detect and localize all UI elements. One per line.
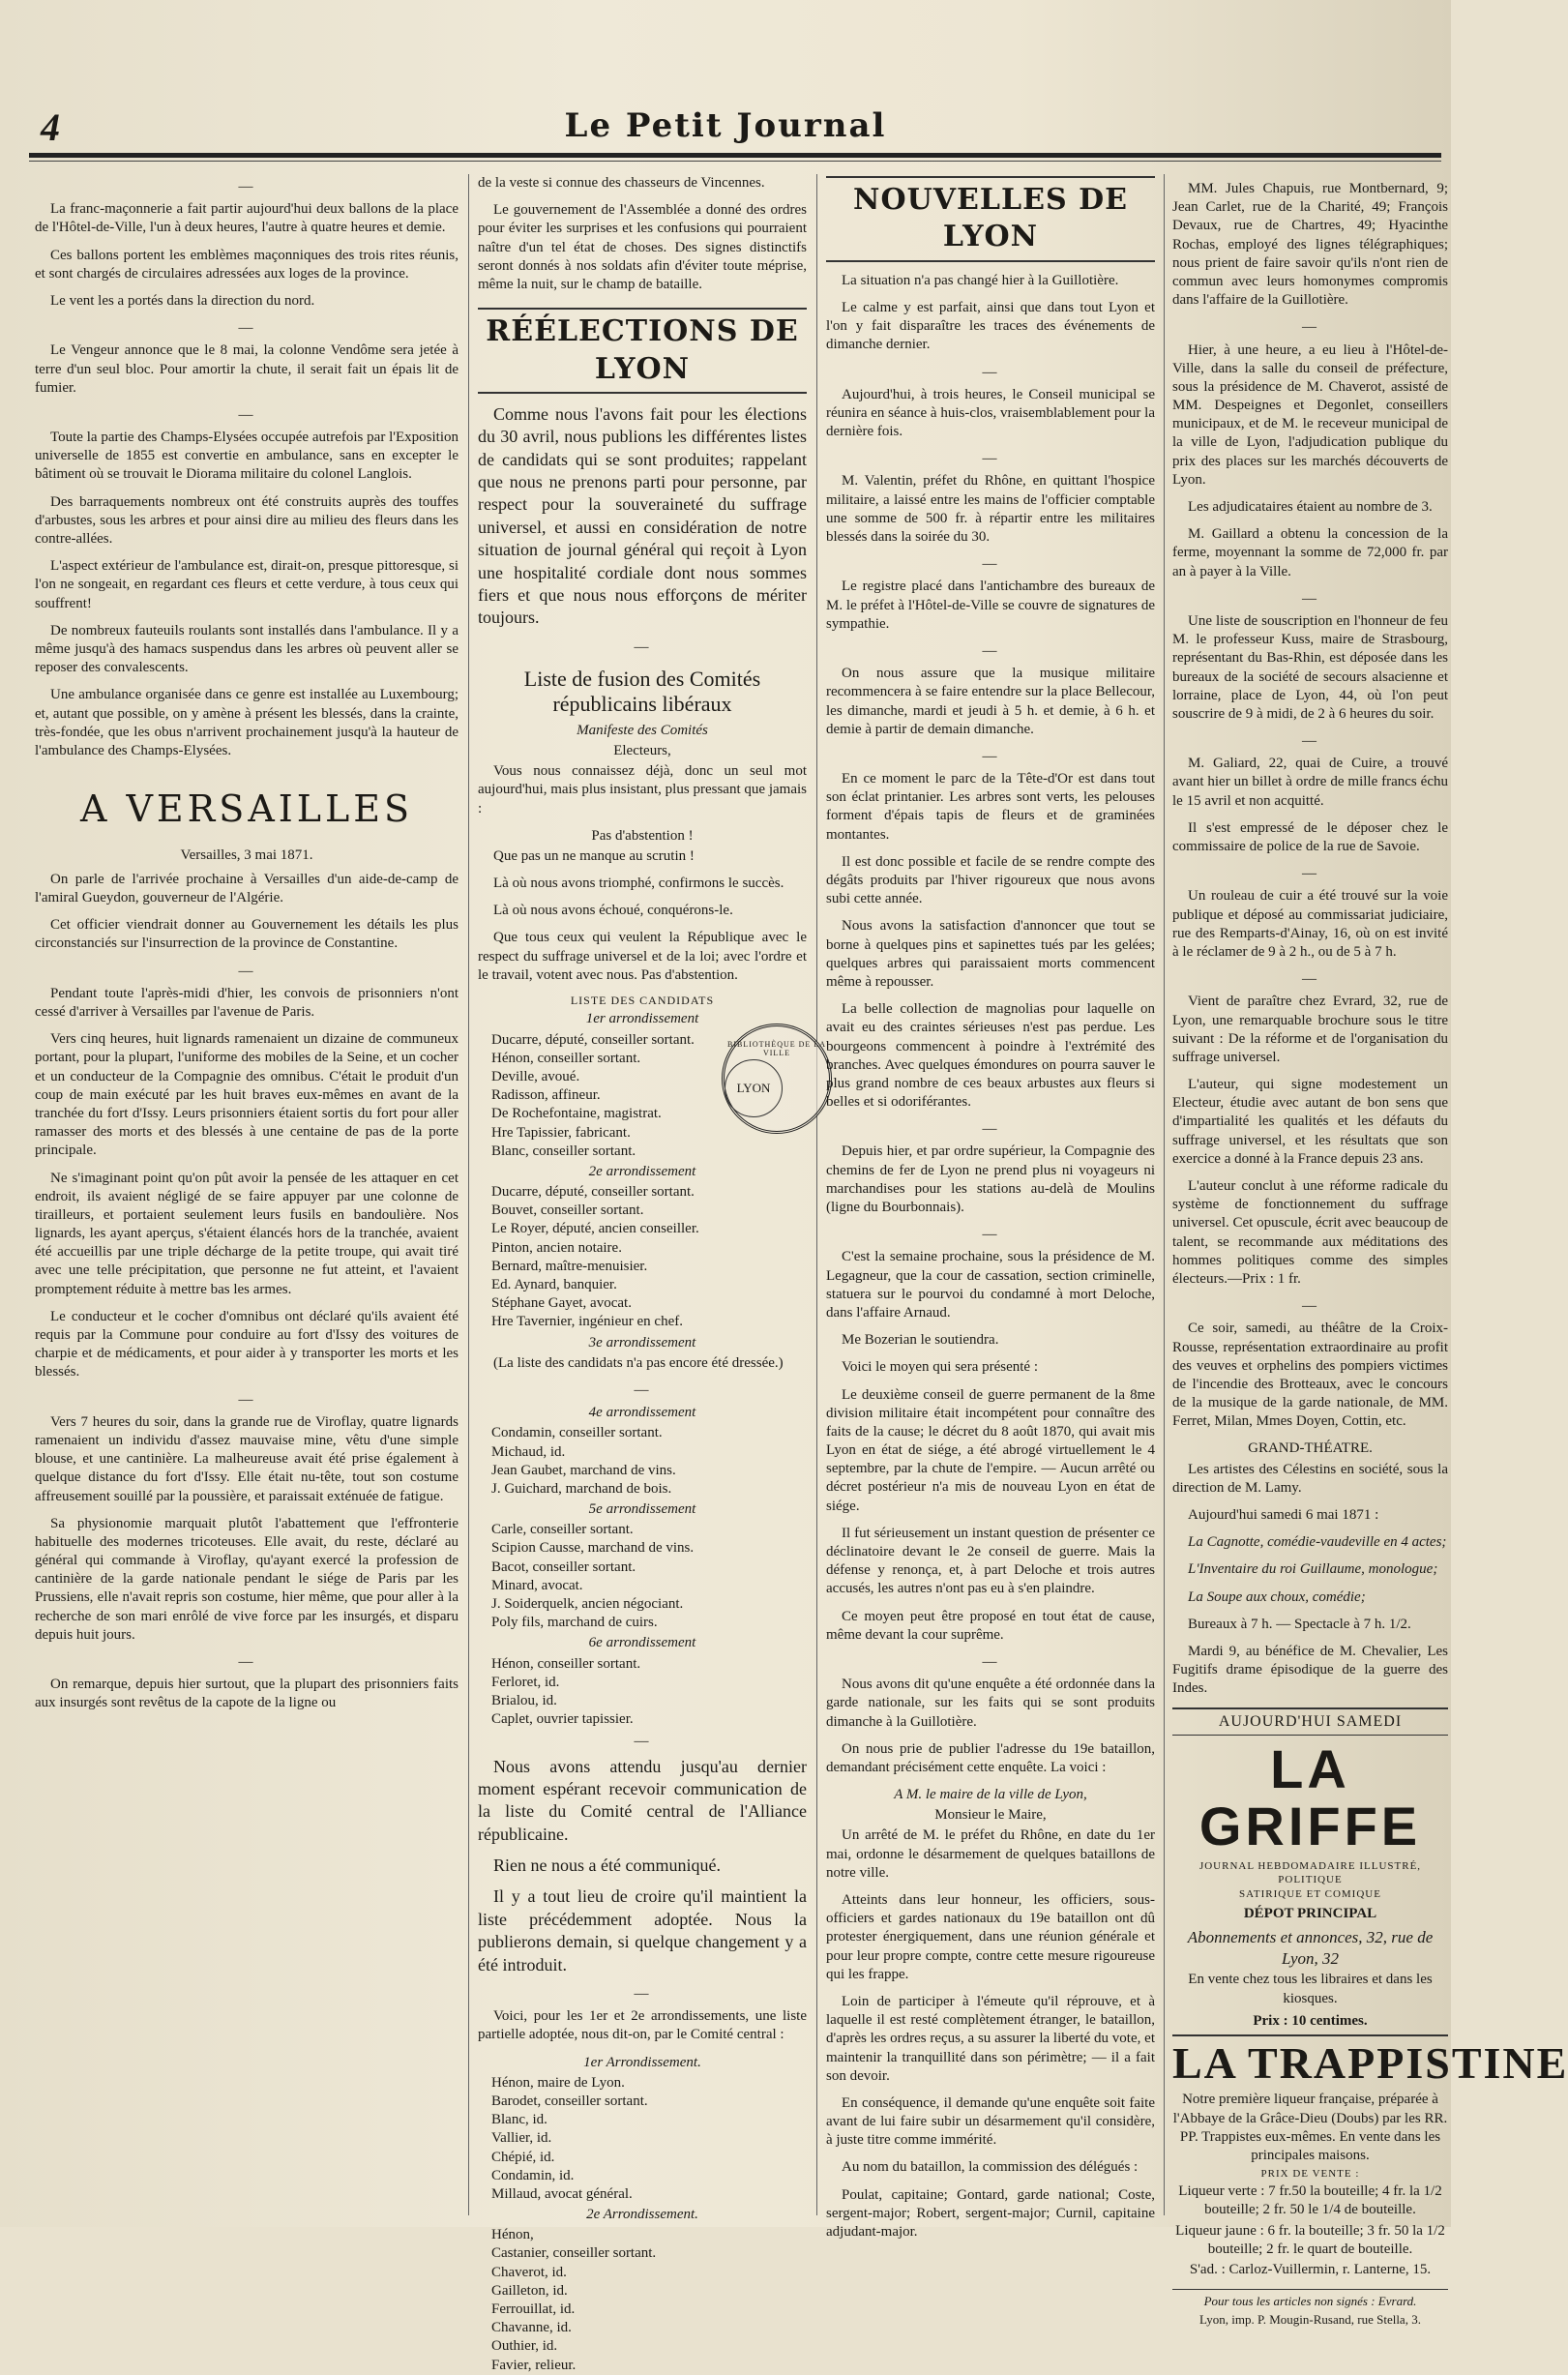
divider: —: [1302, 971, 1318, 988]
article-paragraph: Le vent les a portés dans la direction du nord.: [50, 292, 315, 309]
article-paragraph: Ce soir, samedi, au théâtre de la Croix-Rousse, représentation extraordinaire au profit des veuves et orphelins des pompiers victimes de l'incendie des Brotteaux, avec le concours de la musique de la garde nationale, de MM. Ferret, Milan, Mmes Doyen, Cottin, etc.: [1172, 1321, 1448, 1430]
candidate-entry: Deville, avoué.: [491, 1068, 580, 1084]
manifeste-text: Que pas un ne manque au scrutin !: [493, 847, 695, 864]
candidate-entry: Carle, conseiller sortant.: [491, 1522, 634, 1538]
article-paragraph: Ces ballons portent les emblèmes maçonniques des trois rites réunis, et sont chargés de circulaires adressées aux loges de la province.: [35, 247, 459, 282]
arrondissement-heading: 3e arrondissement: [588, 1334, 696, 1351]
candidates-title: LISTE DES CANDIDATS: [570, 994, 715, 1008]
candidate-entry: J. Soiderquelk, ancien négociant.: [491, 1596, 684, 1613]
manifeste-text: Vous nous connaissez déjà, donc un seul mot aujourd'hui, mais plus insistant, plus pressant que jamais :: [478, 763, 807, 816]
article-paragraph: En conséquence, il demande qu'une enquête soit faite avant de lui faire subir un désarmement qu'il considère, à juste titre comme immérité.: [826, 2094, 1155, 2149]
article-paragraph: C'est la semaine prochaine, sous la présidence de M. Legagneur, que la cour de cassation, section criminelle, statuera sur le pourvoi du condamné à mort Deloche, dans l'affaire Arnaud.: [826, 1249, 1155, 1321]
candidate-entry: Condamin, conseiller sortant.: [491, 1425, 663, 1441]
divider: —: [982, 1227, 999, 1243]
arrondissement-heading: 6e arrondissement: [588, 1635, 696, 1651]
article-paragraph: Le gouvernement de l'Assemblée a donné des ordres pour éviter les surprises et les confusions qui pourraient naître d'un tel état de choses. Des signes distinctifs seront donnés à nos soldats afin d'éviter toute méprise, même la nuit, sur le champ de bataille.: [478, 202, 807, 292]
candidate-entry: Ducarre, député, conseiller sortant.: [491, 1031, 695, 1048]
candidate-entry: Caplet, ouvrier tapissier.: [491, 1711, 634, 1728]
article-paragraph: Cet officier viendrait donner au Gouvernement les détails les plus circonstanciés sur l'insurrection de la province de Constantine.: [35, 917, 459, 952]
section-heading-versailles: A VERSAILLES: [79, 787, 414, 831]
divider: —: [634, 638, 651, 655]
candidate-entry: Scipion Causse, marchand de vins.: [491, 1540, 695, 1557]
divider: —: [982, 1121, 999, 1138]
candidate-entry: Minard, avocat.: [491, 1577, 583, 1593]
candidate-list: [478, 1183, 807, 1332]
divider: —: [982, 451, 999, 467]
article-paragraph: Ne s'imaginant point qu'on pût avoir la pensée de les attaquer en cet endroit, ils avaient négligé de se faire appuyer par une colonne de tirailleurs, et portaient seulement leurs fusils en bandoulière. Nos lignards, les ayant aperçus, s'étaient élancés hors de la tranchée, avaient été accueillis par une triple décharge de la petite troupe, qui avait tiré avec une telle précipitation, que personne ne fut atteint, et l'avaient promptement réduite à mettre bas les armes.: [35, 1170, 459, 1297]
article-paragraph: Le Vengeur annonce que le 8 mai, la colonne Vendôme sera jetée à terre d'un seul bloc. Pour amortir la chute, il serait fait un épais lit de fumier.: [35, 342, 459, 396]
divider: —: [982, 642, 999, 659]
theatre-text: Aujourd'hui samedi 6 mai 1871 :: [1188, 1507, 1379, 1523]
theatre-text: Mardi 9, au bénéfice de M. Chevalier, Les Fugitifs drame épisodique de la guerre des Indes.: [1172, 1643, 1448, 1697]
manifeste-title: Manifeste des Comités: [577, 722, 708, 738]
candidate-entry: Condamin, id.: [491, 2167, 575, 2183]
article-paragraph: Aujourd'hui, à trois heures, le Conseil municipal se réunira en séance à huis-clos, vraisemblablement pour la dernière fois.: [826, 386, 1155, 440]
newspaper-title: Le Petit Journal: [564, 106, 887, 145]
article-paragraph: Le deuxième conseil de guerre permanent de la 8me division militaire était incompétent pour connaître des faits de la cause; le décret du 8 août 1870, qui avait mis Lyon en état de siége, a été abrogé virtuellement le 4 septembre, par la chute de l'empire. — Aucun arrêté ou décret postérieur n'a mis de nouveau Lyon en état de siége.: [826, 1386, 1155, 1514]
article-paragraph: Vers cinq heures, huit lignards ramenaient un dizaine de communeux portant, pour la plupart, l'uniforme des mobiles de la Seine, et un cocher et un conducteur de la Compagnie des omnibus. C'était le produit d'un coup de main exécuté par les huit braves eux-mêmes en avant de la tranchée du fort d'Issy. Leurs prisonniers étaient sortis du fort pour aller ramasser des morts et des blessés à une centaine de pas de la porte principale.: [35, 1031, 459, 1159]
article-paragraph: Il y a tout lieu de croire qu'il maintient la liste précédemment adoptée. Nous la publierons demain, si quelque changement y a été introduit.: [478, 1886, 807, 1974]
article-paragraph: La belle collection de magnolias pour laquelle on avait eu des craintes sérieuses n'est pas perdue. Les bourgeons commencent à poindre à l'extrémité des branches. Avec quelques émondures on pourra sauver le plus grand nombre de ces beaux arbustes aux fleurs si belles et si odoriférantes.: [826, 1001, 1155, 1111]
candidate-entry: Millaud, avocat général.: [491, 2185, 633, 2202]
salutation: Monsieur le Maire,: [934, 1807, 1047, 1824]
candidate-entry: Ducarre, député, conseiller sortant.: [491, 1184, 695, 1201]
ad-trappistine-price-heading: PRIX DE VENTE :: [1260, 2168, 1360, 2181]
article-paragraph: M. Galiard, 22, quai de Cuire, a trouvé avant hier un billet à ordre de mille francs échu le 15 avril et non acquitté.: [1172, 756, 1448, 809]
masthead-rule-thin: [29, 161, 1441, 162]
candidate-entry: De Rochefontaine, magistrat.: [491, 1106, 662, 1122]
article-paragraph: Voici le moyen qui sera présenté :: [842, 1359, 1038, 1376]
address-line: A M. le maire de la ville de Lyon,: [894, 1787, 1087, 1803]
divider: —: [634, 1986, 651, 2003]
candidate-entry: Hénon, conseiller sortant.: [491, 1655, 641, 1672]
ad-trappistine-address: S'ad. : Carloz-Vuillermin, r. Lanterne, 15.: [1189, 2261, 1432, 2277]
stamp-inner-text: LYON: [736, 1081, 771, 1095]
divider: —: [982, 1653, 999, 1670]
article-paragraph: Un arrêté de M. le préfet du Rhône, en date du 1er mai, ordonne le désarmement de quelques bataillons de notre ville.: [826, 1827, 1155, 1881]
arrondissement-heading: 1er Arrondissement.: [583, 2054, 701, 2070]
arrondissement-heading: 2e Arrondissement.: [586, 2207, 698, 2223]
ad-griffe-subtitle: JOURNAL HEBDOMADAIRE ILLUSTRÉ, POLITIQUE: [1198, 1859, 1422, 1885]
article-paragraph: Depuis hier, et par ordre supérieur, la Compagnie des chemins de fer de Lyon ne prend plus ni voyageurs ni marchandises pour les stations au-delà de Moulins (ligne du Bourbonnais).: [826, 1143, 1155, 1216]
page-number: 4: [41, 105, 60, 149]
divider: —: [238, 179, 255, 194]
candidate-list: [478, 1655, 807, 1730]
candidate-entry: Gailleton, id.: [491, 2282, 568, 2299]
candidate-entry: Chavanne, id.: [491, 2320, 572, 2336]
candidate-entry: Barodet, conseiller sortant.: [491, 2093, 648, 2109]
article-paragraph: De nombreux fauteuils roulants sont installés dans l'ambulance. Il y a même jusqu'à des hamacs suspendus dans les arbres où peuvent aller se reposer des convalescents.: [35, 622, 459, 676]
divider: —: [238, 1391, 255, 1408]
column-separator: [816, 174, 817, 2215]
candidate-entry: Blanc, id.: [491, 2112, 547, 2128]
candidate-entry: Brialou, id.: [491, 1692, 557, 1708]
article-paragraph: L'auteur conclut à une réforme radicale du système de fonctionnement du suffrage universel. Cet opuscule, écrit avec beaucoup de talent, se recommande aux méditations des hommes politiques comme des simples électeurs.—Prix : 1 fr.: [1172, 1178, 1448, 1287]
masthead-rule: [29, 153, 1441, 158]
ad-griffe-abonnements: Abonnements et annonces, 32, rue de Lyon, 32: [1187, 1927, 1434, 1968]
article-paragraph: Le registre placé dans l'antichambre des bureaux de M. le préfet à l'Hôtel-de-Ville se couvre de signatures de sympathie.: [826, 579, 1155, 632]
arrondissement-heading: 1er arrondissement: [585, 1011, 699, 1027]
article-paragraph: M. Gaillard a obtenu la concession de la ferme, moyennant la somme de 72,000 fr. par an à payer à la Ville.: [1172, 526, 1448, 579]
article-paragraph: La situation n'a pas changé hier à la Guillotière.: [842, 272, 1119, 288]
article-paragraph: Vient de paraître chez Evrard, 32, rue de Lyon, une remarquable brochure sous le titre suivant : De la réforme et de l'organisation du suffrage universel.: [1172, 994, 1448, 1065]
candidate-entry: Chépié, id.: [491, 2149, 555, 2165]
column-3: [826, 174, 1155, 2241]
ad-trappistine-text: Liqueur verte : 7 fr.50 la bouteille; 4 fr. la 1/2 bouteille; 2 fr. 50 le 1/4 de bouteille.: [1178, 2183, 1442, 2218]
article-paragraph: Sa physionomie marquait plutôt l'abattement que l'effronterie habituelle des modernes tricoteuses. Elle avait, du reste, déclaré au général qui commande à Viroflay, qu'ayant exercé la profession de cantinière de la garde nationale pendant le siége de Paris par les Prussiens, elle n'avait repris son costume, hier même, que pour aller à la recherche de son mari enrôlé de vive force par les insurgés, et disparu depuis huit jours.: [35, 1515, 459, 1643]
candidate-entry: Favier, relieur.: [491, 2357, 577, 2373]
article-paragraph: Une ambulance organisée dans ce genre est installée au Luxembourg; et, autant que possible, on y amène à présent les blessés, dans la crainte, très-fondée, que les obus n'arrivent prochainement jusqu'à la hauteur de l'ambulance des Champs-Elysées.: [35, 687, 459, 758]
ad-griffe-depot: DÉPOT PRINCIPAL: [1243, 1905, 1377, 1921]
candidate-list: [478, 1521, 807, 1632]
article-paragraph: Ce moyen peut être proposé en tout état de cause, même devant la cour suprême.: [826, 1608, 1155, 1643]
list-heading: Liste de fusion des Comités républicains libéraux: [523, 667, 761, 717]
candidate-entry: Le Royer, député, ancien conseiller.: [491, 1221, 699, 1237]
column-4: [1172, 174, 1568, 2327]
article-paragraph: Un rouleau de cuir a été trouvé sur la voie publique et déposé au commissariat judiciaire, rue des Remparts-d'Ainay, 16, où on est invité à le réclamer de 9 à 2 h., ou de 5 à 7 h.: [1172, 888, 1448, 960]
candidate-entry: Ed. Aynard, banquier.: [491, 1277, 617, 1293]
article-paragraph: Loin de participer à l'émeute qu'il réprouve, et à laquelle il est resté complètement étranger, le bataillon, d'après les ordres reçus, a su assurer la liberté du vote, et maintenir la tranquillité dans son périmètre; — il a fait son devoir.: [826, 1993, 1155, 2084]
article-paragraph: Nous avons attendu jusqu'au dernier moment espérant recevoir communication de la liste du Comité central de l'Alliance républicaine.: [478, 1756, 807, 1844]
candidate-entry: Castanier, conseiller sortant.: [491, 2245, 657, 2262]
article-paragraph: Les adjudicataires étaient au nombre de 3.: [1188, 499, 1433, 515]
candidate-entry: Bernard, maître-menuisier.: [491, 1258, 648, 1274]
column-2: [478, 174, 807, 2373]
article-paragraph: L'auteur, qui signe modestement un Electeur, étudie avec autant de bon sens que d'impartialité les qualités et les défauts du suffrage universel, et les résultats que son exercice a donné à la France depuis 23 ans.: [1172, 1077, 1448, 1167]
article-paragraph: Le calme y est parfait, ainsi que dans tout Lyon et l'on y fait disparaître les traces des événements de dimanche dernier.: [826, 299, 1155, 353]
manifeste-text: Là où nous avons triomphé, confirmons le succès.: [493, 876, 784, 892]
article-paragraph: On parle de l'arrivée prochaine à Versailles d'un aide-de-camp de l'amiral Gueydon, gouverneur de l'Algérie.: [35, 871, 459, 906]
article-paragraph: Me Bozerian le soutiendra.: [842, 1332, 999, 1349]
candidate-entry: Hénon, conseiller sortant.: [491, 1050, 641, 1066]
ad-griffe-vente: En vente chez tous les libraires et dans les kiosques.: [1188, 1972, 1433, 2006]
masthead: [0, 0, 1451, 164]
candidate-entry: Chaverot, id.: [491, 2264, 567, 2280]
ad-griffe-header: AUJOURD'HUI SAMEDI: [1172, 1707, 1448, 1736]
candidate-entry: Hénon, maire de Lyon.: [491, 2074, 625, 2091]
arrondissement-heading: 2e arrondissement: [588, 1163, 696, 1179]
article-paragraph: Au nom du bataillon, la commission des délégués :: [842, 2159, 1139, 2176]
library-stamp: [722, 1024, 832, 1134]
column-separator: [1164, 174, 1165, 2215]
divider: —: [982, 748, 999, 764]
theatre-text: La Cagnotte, comédie-vaudeville en 4 actes;: [1188, 1534, 1447, 1551]
article-paragraph: Voici, pour les 1er et 2e arrondissements, une liste partielle adoptée, nous dit-on, par le Comité central :: [478, 2008, 807, 2043]
candidate-entry: Hénon,: [491, 2227, 534, 2243]
divider: —: [634, 1734, 651, 1750]
footer-signature: Pour tous les articles non signés : Evrard.: [1172, 2289, 1448, 2310]
candidate-entry: Michaud, id.: [491, 1443, 566, 1460]
candidate-entry: Poly fils, marchand de cuirs.: [491, 1615, 658, 1631]
article-paragraph: On nous assure que la musique militaire recommencera à se faire entendre sur la place Bellecour, les dimanche, mardi et jeudi à 5 h. et demie, à 6 h. et demie à partir de demain dimanche.: [826, 666, 1155, 737]
divider: —: [238, 406, 255, 423]
list-note: (La liste des candidats n'a pas encore été dressée.): [493, 1354, 784, 1371]
candidate-entry: Pinton, ancien notaire.: [491, 1239, 622, 1256]
article-paragraph: M. Valentin, préfet du Rhône, en quittant l'hospice militaire, a laissé entre les mains de l'officier comptable une somme de 500 fr. à répartir entre les militaires blessés dans la soirée du 30.: [826, 473, 1155, 546]
article-paragraph: En ce moment le parc de la Tête-d'Or est dans tout son éclat printanier. Les arbres sont verts, les pelouses forment d'épais tapis de fleurs et de graminées montantes.: [826, 771, 1155, 843]
stamp-inner: [725, 1059, 783, 1117]
candidate-entry: Bouvet, conseiller sortant.: [491, 1202, 644, 1219]
theatre-text: Bureaux à 7 h. — Spectacle à 7 h. 1/2.: [1188, 1616, 1411, 1632]
article-paragraph: de la veste si connue des chasseurs de Vincennes.: [478, 175, 765, 191]
arrondissement-heading: 5e arrondissement: [588, 1501, 696, 1518]
article-paragraph: Rien ne nous a été communiqué.: [493, 1855, 721, 1876]
candidate-entry: Ferrouillat, id.: [491, 2301, 576, 2318]
candidate-entry: Vallier, id.: [491, 2130, 552, 2147]
article-paragraph: Atteints dans leur honneur, les officiers, sous-officiers et gardes nationaux du 19e bataillon ont dû protester énergiquement, dans une réunion générale et pour leur propre compte, contre cette mesure rigoureuse qui les frappe.: [826, 1892, 1155, 1982]
lead-paragraph: Comme nous l'avons fait pour les élections du 30 avril, nous publions les différentes listes de candidats qui se sont produites; rappelant que nous ne prenons parti pour personne, par respect pour la souveraineté du suffrage universel, et aussi en considération de notre situation de journal général qui reçoit à Lyon une hospitalité cordiale dont nous sommes fiers et que nous nous efforçons de mériter toujours.: [478, 403, 807, 628]
ad-griffe-subtitle: SATIRIQUE ET COMIQUE: [1239, 1887, 1381, 1900]
divider: —: [982, 364, 999, 380]
divider: —: [982, 556, 999, 573]
candidate-entry: Jean Gaubet, marchand de vins.: [491, 1462, 676, 1478]
divider: —: [634, 1381, 651, 1398]
manifeste-text: Pas d'abstention !: [591, 827, 694, 844]
candidate-entry: Outhier, id.: [491, 2338, 558, 2355]
ad-trappistine-title: LA TRAPPISTINE: [1172, 2034, 1448, 2087]
theatre-text: La Soupe aux choux, comédie;: [1188, 1588, 1366, 1605]
article-paragraph: On nous prie de publier l'adresse du 19e bataillon, demandant précisément cette enquête. La voici :: [826, 1740, 1155, 1775]
candidate-entry: Hre Tavernier, ingénieur en chef.: [491, 1314, 683, 1330]
ad-trappistine-text: Notre première liqueur française, préparée à l'Abbaye de la Grâce-Dieu (Doubs) par les RR. PP. Trappistes eux-mêmes. En vente dans les principales maisons.: [1172, 2092, 1448, 2163]
section-heading-nouvelles: NOUVELLES DE LYON: [826, 176, 1155, 262]
article-paragraph: La franc-maçonnerie a fait partir aujourd'hui deux ballons de la place de l'Hôtel-de-Ville, l'un à deux heures, l'autre à quatre heures et demie.: [35, 201, 459, 236]
divider: —: [238, 1654, 255, 1670]
article-paragraph: Vers 7 heures du soir, dans la grande rue de Viroflay, quatre lignards ramenaient un individu d'assez mauvaise mine, vêtu d'une simple blouse, et une cantinière. La malheureuse avait été prise également à quelque distance du fort d'Issy. Elle était nu-tête, tout son costume affreusement souillé par la poussière, et paraissait exténuée de fatigue.: [35, 1413, 459, 1504]
ad-griffe-price: Prix : 10 centimes.: [1253, 2012, 1368, 2029]
article-paragraph: Nous avons dit qu'une enquête a été ordonnée dans la garde nationale, sur les faits qui se sont produits dimanche à la Guillotière.: [826, 1677, 1155, 1730]
article-paragraph: Il fut sérieusement un instant question de présenter ce déclinatoire devant le 2e conseil de guerre. Mais la défense y renonça, et, à part Deloche et trois autres accusés, les autres n'ont pas eu à s'en plaindre.: [826, 1525, 1155, 1597]
article-paragraph: Toute la partie des Champs-Elysées occupée autrefois par l'Exposition universelle de 1855 est convertie en ambulance, sans en excepter le bâtiment où se trouvait le Diorama militaire du colonel Langlois.: [35, 430, 459, 483]
signatories: Poulat, capitaine; Gontard, garde national; Coste, sergent-major; Robert, sergent-major; Curnil, capitaine adjudant-major.: [826, 2186, 1155, 2241]
theatre-text: Les artistes des Célestins en société, sous la direction de M. Lamy.: [1172, 1461, 1448, 1496]
candidate-entry: Ferloret, id.: [491, 1674, 560, 1690]
stamp-outer-text: BIBLIOTHÈQUE DE LA VILLE: [727, 1040, 826, 1057]
article-paragraph: Pendant toute l'après-midi d'hier, les convois de prisonniers n'ont cessé d'arriver à Versailles par l'avenue de Paris.: [35, 985, 459, 1020]
article-paragraph: Des barraquements nombreux ont été construits auprès des touffes d'arbustes, sous les arbres et pour ainsi dire au milieu des fleurs dans les contre-allées.: [35, 493, 459, 547]
salutation: Electeurs,: [613, 742, 671, 758]
article-paragraph: L'aspect extérieur de l'ambulance est, dirait-on, presque pittoresque, si l'on ne songeait, en regardant ces fleurs et cette verdure, à tous ceux qui souffrent!: [35, 558, 459, 611]
arrondissement-heading: 4e arrondissement: [588, 1405, 696, 1421]
divider: —: [1302, 733, 1318, 750]
footer-imprint: Lyon, imp. P. Mougin-Rusand, rue Stella, 3.: [1199, 2311, 1421, 2327]
article-paragraph: Une liste de souscription en l'honneur de feu M. le professeur Kuss, maire de Strasbourg, représentant du Bas-Rhin, est déposée dans les bureaux de la société de secours alsacienne et lorraine, place de Lyon, 44, où l'on peut souscrire de 9 à midi, de 2 à 6 heures du soir.: [1172, 612, 1448, 722]
article-paragraph: On remarque, depuis hier surtout, que la plupart des prisonniers faits aux insurgés sont revêtus de la capote de la ligne ou: [35, 1677, 459, 1711]
candidate-list: [478, 1424, 807, 1499]
candidate-list: [478, 2226, 807, 2375]
divider: —: [238, 963, 255, 979]
candidate-entry: J. Guichard, marchand de bois.: [491, 1480, 672, 1497]
manifeste-text: Que tous ceux qui veulent la République avec le respect du suffrage universel et de la loi; avec l'ordre et le travail, votent avec nous. Pas d'abstention.: [478, 930, 807, 983]
candidate-entry: Stéphane Gayet, avocat.: [491, 1295, 632, 1312]
article-paragraph: MM. Jules Chapuis, rue Montbernard, 9; Jean Carlet, rue de la Charité, 49; François Devaux, rue de Chartres, 49; Hyacinthe Rochas, employé des lignes télégraphiques; nous prient de faire savoir qu'ils n'ont rien de commun avec leurs homonymes compromis dans l'affaire de la Guillotière.: [1172, 181, 1448, 309]
article-paragraph: Il est donc possible et facile de se rendre compte des dégâts produits par l'hiver rigoureux que nous avons subi cette année.: [826, 853, 1155, 907]
theatre-heading: GRAND-THÉATRE.: [1248, 1440, 1373, 1457]
divider: —: [1302, 319, 1318, 336]
divider: —: [238, 320, 255, 337]
candidate-entry: Blanc, conseiller sortant.: [491, 1143, 636, 1159]
dateline: Versailles, 3 mai 1871.: [180, 846, 313, 863]
article-paragraph: Le conducteur et le cocher d'omnibus ont déclaré qu'ils avaient été requis par la Commune pour conduire au fort d'Issy des voitures de charpie et de médicaments, et pour aider à y transporter les morts et les blessés.: [35, 1308, 459, 1380]
ad-griffe-title: LA GRIFFE: [1198, 1737, 1422, 1856]
candidate-entry: Radisson, affineur.: [491, 1087, 601, 1104]
article-paragraph: Il s'est empressé de le déposer chez le commissaire de police de la rue de Savoie.: [1172, 819, 1448, 854]
candidate-entry: Hre Tapissier, fabricant.: [491, 1124, 631, 1141]
article-paragraph: Nous avons la satisfaction d'annoncer que tout se borne à quelques pins et sapinettes tués par les gelées; quelques arbres qui paraissaient morts commencent même à repousser.: [826, 918, 1155, 990]
article-paragraph: Hier, à une heure, a eu lieu à l'Hôtel-de-Ville, dans la salle du conseil de préfecture, sous la présidence de M. Chaverot, assisté de MM. Despeignes et Degonlet, conseillers municipaux, et de M. le receveur municipal de la ville de Lyon, l'adjudication publique du prix des places sur les marchés découverts de Lyon.: [1172, 341, 1448, 488]
divider: —: [1302, 1298, 1318, 1315]
divider: —: [1302, 590, 1318, 607]
column-separator: [468, 174, 469, 2215]
candidate-list: [478, 2074, 807, 2204]
column-1: [35, 174, 459, 2215]
theatre-text: L'Inventaire du roi Guillaume, monologue;: [1188, 1561, 1438, 1578]
divider: —: [1302, 866, 1318, 882]
manifeste-text: Là où nous avons échoué, conquérons-le.: [493, 903, 733, 919]
section-heading-reelections: RÉÉLECTIONS DE LYON: [478, 308, 807, 394]
candidate-entry: Bacot, conseiller sortant.: [491, 1559, 636, 1575]
ad-trappistine-text: Liqueur jaune : 6 fr. la bouteille; 3 fr. 50 la 1/2 bouteille; 2 fr. le quart de bouteille.: [1175, 2222, 1445, 2257]
